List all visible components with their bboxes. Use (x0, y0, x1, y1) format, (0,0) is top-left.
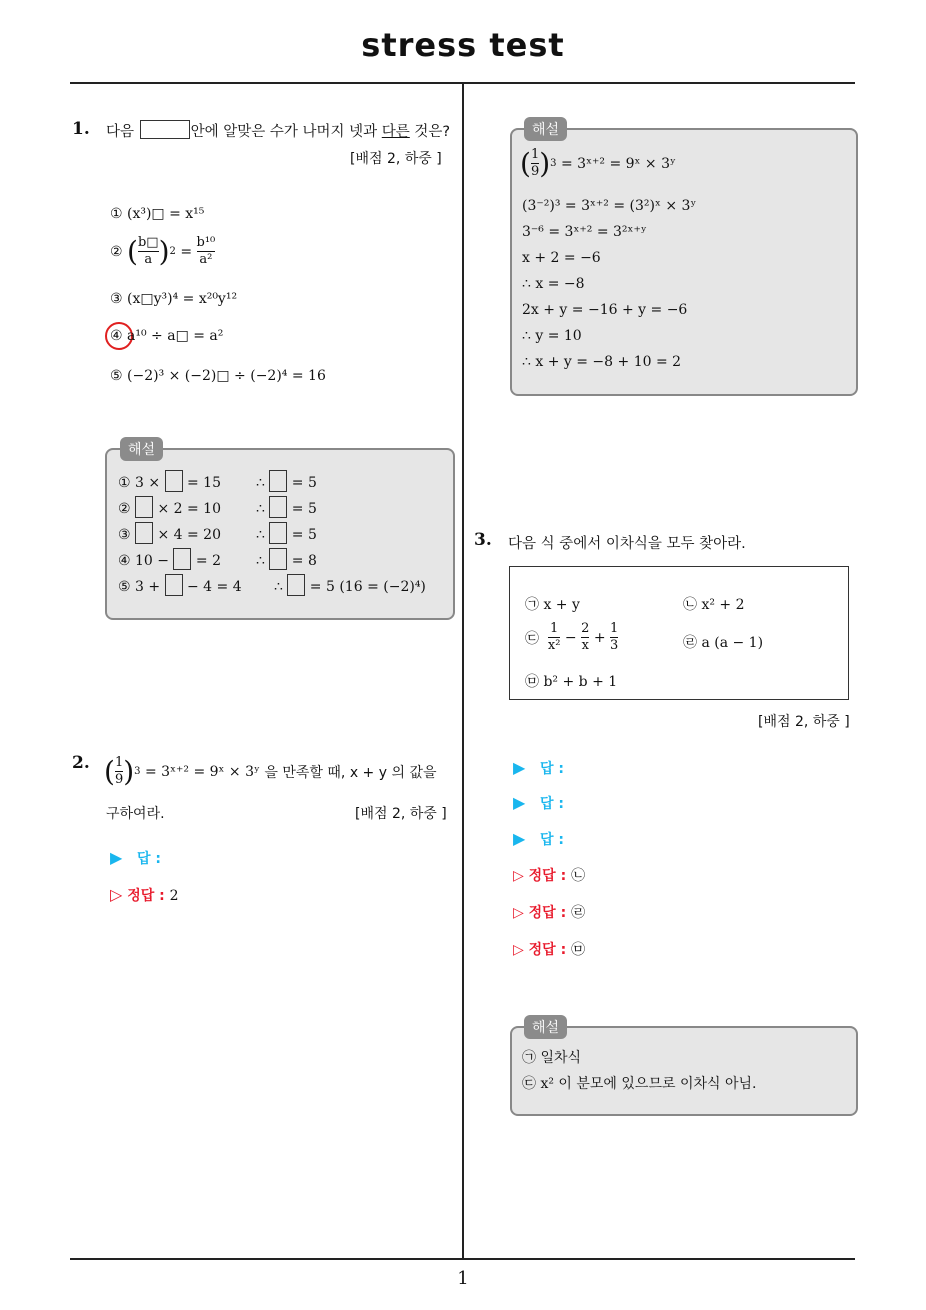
q2-solution-line: 2x + y = −16 + y = −6 (522, 302, 688, 318)
solution-text: × 4 = 20 (153, 527, 221, 543)
solution-text: = 5 (16 = (−2)⁴) (305, 579, 426, 595)
q1-solution-line (118, 574, 426, 596)
q2-solution-line: (3⁻²)³ = 3ˣ⁺² = (3²)ˣ × 3ʸ (522, 198, 697, 214)
q1-solution-line (118, 548, 317, 570)
column-divider (462, 84, 464, 1260)
question-2-text: ( $\frac{1}{9}$ ) 3 = 3ˣ⁺² = 9ˣ × 3ʸ 을 만족할 때, x + y 의 값을 (104, 754, 437, 788)
therefore-symbol: ∴ (256, 553, 270, 569)
q3-item-c: ㉢ $\frac{1}{\text{x²}}$ − $\frac{2}{x}$ + $\frac{1}{3}$ (525, 621, 619, 654)
q1-solution-line (118, 496, 317, 518)
blank-box (135, 522, 153, 544)
blank-box (173, 548, 191, 570)
q3-solution-line-1: ㉠ 일차식 (522, 1050, 582, 1066)
question-3-meta: [배점 2, 하중 ] (758, 714, 850, 730)
q2-solution-line: ∴ x = −8 (522, 276, 585, 292)
q2-solution-line: x + 2 = −6 (522, 250, 601, 266)
therefore-symbol: ∴ (256, 527, 270, 543)
question-3-number: 3. (474, 530, 492, 550)
q3-item-a: ㉠ x + y (525, 597, 580, 613)
question-1-text: 다음 안에 알맞은 수가 나머지 넷과 다른 것은? (106, 120, 450, 141)
question-1-meta: [배점 2, 하중 ] (350, 151, 442, 167)
q2-correct-row: ▷ 정답 : 2 (110, 885, 179, 904)
therefore-symbol: ∴ (256, 501, 270, 517)
q3-correct-row-1: ▷ 정답 : ㉡ (513, 868, 586, 884)
solution-text: = 5 (287, 527, 317, 543)
blank-box (269, 496, 287, 518)
q1-option-4: ④ a¹⁰ ÷ a□ = a² (110, 328, 224, 344)
q3-item-d: ㉣ a (a − 1) (683, 635, 764, 651)
blank-box (269, 522, 287, 544)
solution-text: = 8 (287, 553, 317, 569)
blank-box (269, 548, 287, 570)
q2-solution-line: ∴ y = 10 (522, 328, 582, 344)
solution-text: = 5 (287, 475, 317, 491)
q1-solution-line (118, 522, 317, 544)
solution-text: ⑤ 3 + (118, 579, 165, 595)
question-2-number: 2. (72, 753, 90, 773)
page-title: stress test (361, 26, 565, 64)
blank-box (287, 574, 305, 596)
answer-blank (140, 120, 190, 139)
q1-solution-line (118, 470, 317, 492)
q3-item-e: ㉤ b² + b + 1 (525, 674, 618, 690)
q3-item-b: ㉡ x² + 2 (683, 597, 745, 613)
q1-option-5: ⑤ (−2)³ × (−2)□ ÷ (−2)⁴ = 16 (110, 368, 326, 384)
q3-solution-box (510, 1026, 858, 1116)
blank-box (135, 496, 153, 518)
page-number: 1 (457, 1268, 469, 1289)
solution-text: ④ 10 − (118, 553, 174, 569)
question-2-text-cont: 구하여라. (106, 806, 165, 822)
q2-solution-first-line: ( $\frac{1}{9}$ ) 3 = 3ˣ⁺² = 9ˣ × 3ʸ (520, 146, 676, 180)
question-3-text: 다음 식 중에서 이차식을 모두 찾아라. (508, 536, 746, 552)
question-1-number: 1. (72, 119, 90, 139)
blank-box (165, 470, 183, 492)
solution-text: ① 3 × (118, 475, 165, 491)
solution-text: = 15 (182, 475, 221, 491)
therefore-symbol: ∴ (274, 579, 288, 595)
therefore-symbol: ∴ (256, 475, 270, 491)
q2-solution-line: 3⁻⁶ = 3ˣ⁺² = 3²ˣ⁺ʸ (522, 224, 647, 240)
q1-option-3: ③ (x□y³)⁴ = x²⁰y¹² (110, 291, 238, 307)
q3-correct-row-3: ▷ 정답 : ㉤ (513, 942, 586, 958)
q2-answer-row: ▶ 답 : (110, 848, 161, 867)
solution-text: × 2 = 10 (153, 501, 221, 517)
solution-text: = 5 (287, 501, 317, 517)
q1-solution-tag: 해설 (120, 437, 163, 461)
q1-option-1: ① (x³)□ = x¹⁵ (110, 206, 205, 222)
q3-answer-row-1: ▶ 답 : (513, 758, 564, 777)
blank-box (165, 574, 183, 596)
blank-box (269, 470, 287, 492)
q3-answer-row-2: ▶ 답 : (513, 793, 564, 812)
footer-rule (70, 1258, 855, 1260)
solution-text: ② (118, 501, 136, 517)
q3-solution-line-2: ㉢ x² 이 분모에 있으므로 이차식 아님. (522, 1076, 757, 1092)
solution-text: = 2 (191, 553, 221, 569)
solution-text: ③ (118, 527, 136, 543)
q3-correct-row-2: ▷ 정답 : ㉣ (513, 905, 586, 921)
q2-solution-line: ∴ x + y = −8 + 10 = 2 (522, 354, 682, 370)
q3-solution-tag: 해설 (524, 1015, 567, 1039)
solution-text: − 4 = 4 (182, 579, 242, 595)
q2-solution-tag: 해설 (524, 117, 567, 141)
question-2-meta: [배점 2, 하중 ] (355, 806, 447, 822)
q3-answer-row-3: ▶ 답 : (513, 829, 564, 848)
q1-option-2: ② ( $\frac{b□}{a}$ ) 2 = $\frac{\text{b¹⁰}}{\text{a²}}$ (110, 234, 216, 268)
